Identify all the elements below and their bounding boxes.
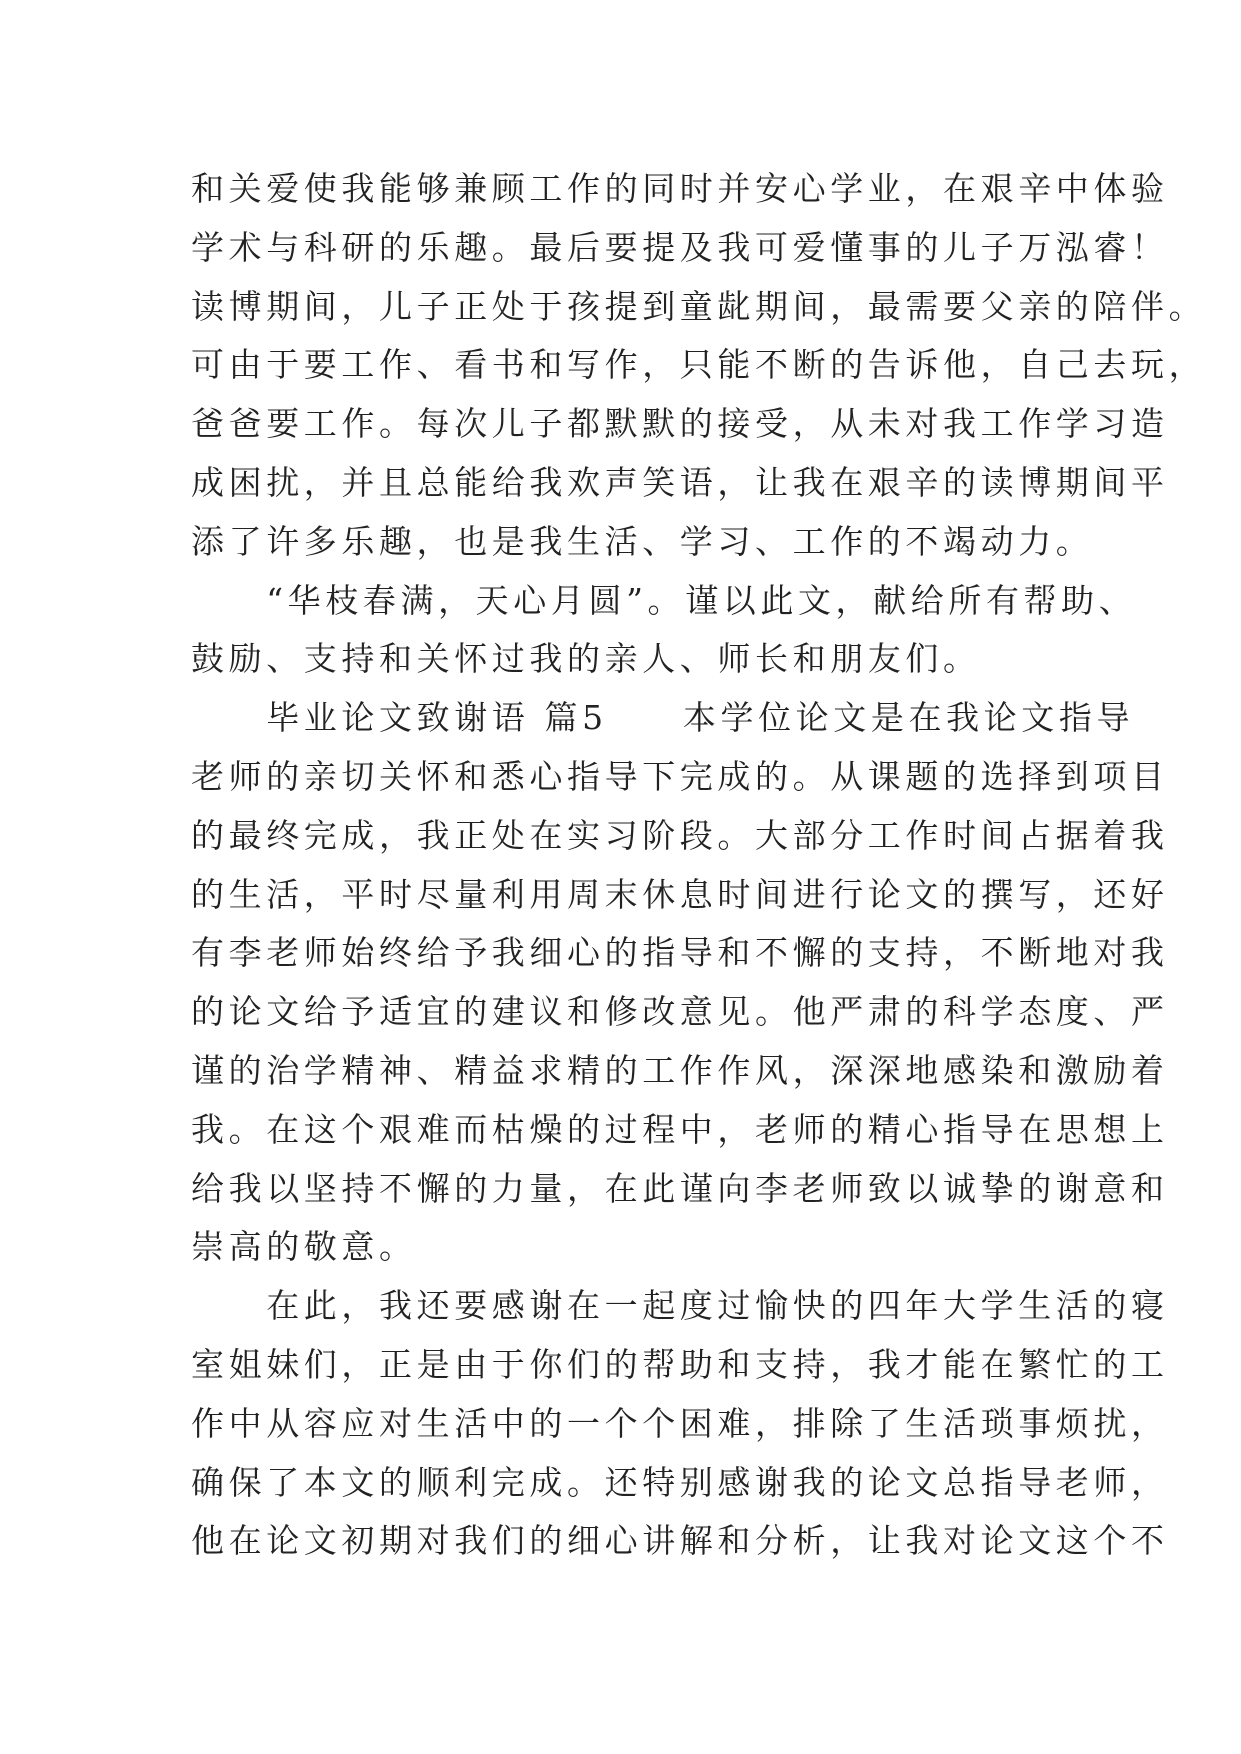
text-line: 成困扰，并且总能给我欢声笑语，让我在艰辛的读博期间平 [191,462,1169,502]
text-line: 崇高的敬意。 [191,1227,417,1267]
text-line: 给我以坚持不懈的力量，在此谨向李老师致以诚挚的谢意和 [191,1168,1169,1208]
text-line: 他在论文初期对我们的细心讲解和分析，让我对论文这个不 [191,1521,1169,1561]
text-line: 老师的亲切关怀和悉心指导下完成的。从课题的选择到项目 [191,756,1169,796]
text-line: 有李老师始终给予我细心的指导和不懈的支持，不断地对我 [191,933,1169,973]
text-line: 的论文给予适宜的建议和修改意见。他严肃的科学态度、严 [191,992,1169,1032]
body-text [191,160,1207,1571]
text-line: 和关爱使我能够兼顾工作的同时并安心学业，在艰辛中体验 [191,169,1169,208]
text-line: 读博期间，儿子正处于孩提到童龀期间，最需要父亲的陪伴。 [191,286,1207,326]
text-line: 鼓励、支持和关怀过我的亲人、师长和朋友们。 [191,639,981,679]
text-line: “华枝春满，天心月圆”。谨以此文，献给所有帮助、 [191,580,1137,620]
text-line: 室姐妹们，正是由于你们的帮助和支持，我才能在繁忙的工 [191,1344,1169,1384]
text-line: 学术与科研的乐趣。最后要提及我可爱懂事的儿子万泓睿！ [191,227,1169,267]
text-line: 爸爸要工作。每次儿子都默默的接受，从未对我工作学习造 [191,404,1169,444]
text-line: 的生活，平时尽量利用周末休息时间进行论文的撰写，还好 [191,874,1169,914]
text-line: 我。在这个艰难而枯燥的过程中，老师的精心指导在思想上 [191,1109,1169,1149]
text-line: 可由于要工作、看书和写作，只能不断的告诉他，自己去玩， [191,345,1207,385]
text-line: 毕业论文致谢语 篇5 本学位论文是在我论文指导 [191,698,1135,738]
text-line: 谨的治学精神、精益求精的工作作风，深深地感染和激励着 [191,1050,1169,1090]
text-line: 确保了本文的顺利完成。还特别感谢我的论文总指导老师， [191,1462,1169,1502]
text-line: 在此，我还要感谢在一起度过愉快的四年大学生活的寝 [191,1286,1169,1326]
text-line: 添了许多乐趣，也是我生活、学习、工作的不竭动力。 [191,521,1094,561]
text-line: 作中从容应对生活中的一个个困难，排除了生活琐事烦扰， [191,1403,1169,1443]
text-line: 的最终完成，我正处在实习阶段。大部分工作时间占据着我 [191,815,1169,855]
